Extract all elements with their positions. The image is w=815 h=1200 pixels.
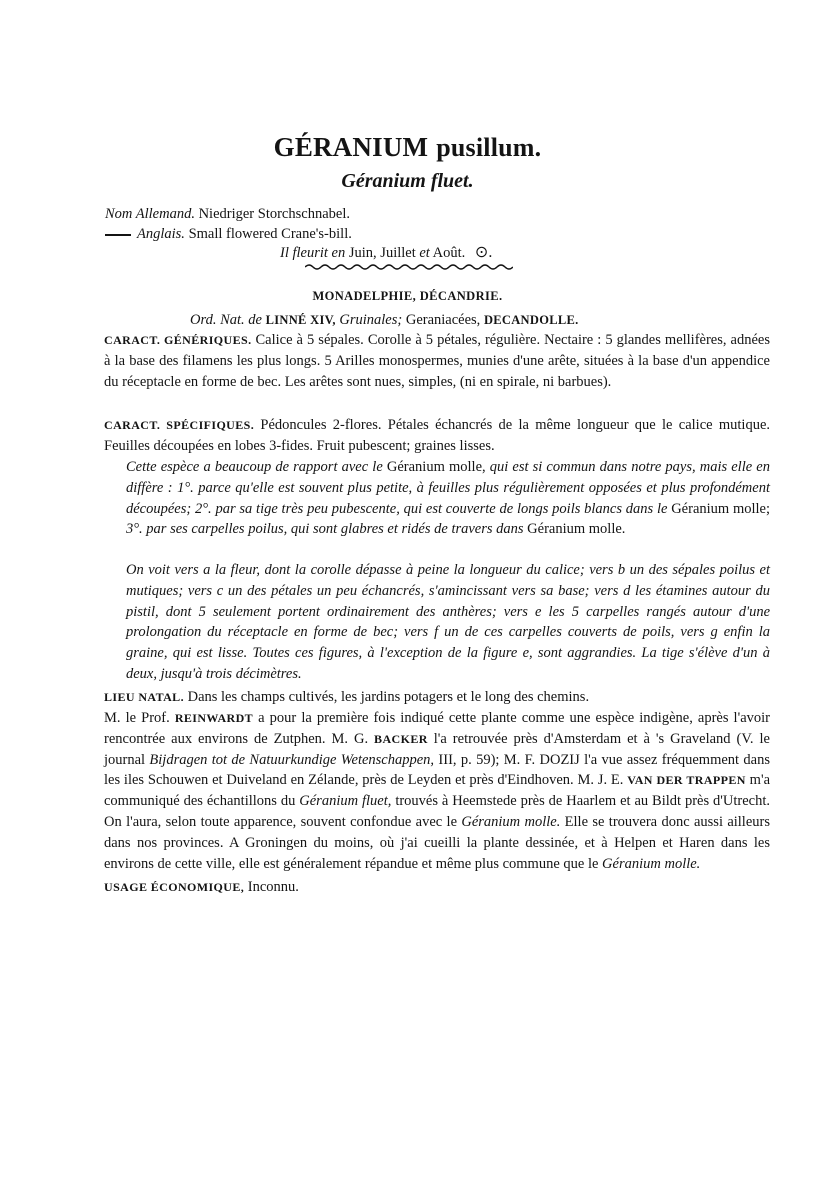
para-trappen: VAN DER TRAPPEN [627, 773, 746, 788]
generic-characters [104, 330, 770, 392]
para-gm1: Géranium molle. [461, 813, 561, 830]
obs1-d: Géranium molle; [671, 500, 771, 517]
observation-comparison [126, 457, 770, 540]
caract-spec-label: CARACT. SPÉCIFIQUES. [104, 418, 255, 432]
common-name-french: Géranium fluet. [341, 170, 474, 192]
obs1-f: Géranium molle. [527, 521, 626, 538]
flowering-period [280, 242, 492, 262]
ord-nat-lead: Ord. Nat. de [190, 312, 262, 328]
para-backer: BACKER [374, 731, 428, 746]
para-p5: m'a communiqué des échantillons du [104, 772, 770, 810]
flowering-label: Il fleurit en [280, 245, 346, 261]
para-gf: Géranium fluet, [299, 793, 392, 810]
lieu-text: Dans les champs cultivés, les jardins potagers et le long des chemins. [187, 689, 590, 705]
para-p3: l'a retrouvée près d'Amsterdam et à 's Graveland (V. le journal [104, 730, 770, 768]
obs1-b: Géranium molle, [386, 459, 486, 475]
observation-figures [126, 560, 770, 685]
native-habitat [104, 687, 770, 708]
english-name-line [105, 224, 352, 244]
para-gm2: Géranium molle. [602, 855, 701, 872]
obs2-text: On voit vers a la fleur, dont la corolle dépasse à peine la longueur du calice; vers b un des sépales poilus et mutiques; vers c un des pétales un peu échancrés, s'amincissant vers sa base; vers d les étamines autour du pistil, dont 5 seulement portent ordinairement des anthères; vers e les 5 carpelles rangés autour d'une prolongation du réceptacle en forme de bec; vers f un de ces carpelles couverts de poils, vers g enfin la graine, qui est lisse. Toutes ces figures, à l'exception de la figure e, sont aggrandies. La tige s'élève d'un à deux, jusqu'à trois décimètres. [126, 562, 770, 682]
lieu-label: LIEU NATAL. [104, 690, 184, 704]
flowering-conj: et [419, 245, 430, 261]
annual-symbol-icon: ⊙. [474, 244, 493, 261]
obs1-e: 3°. par ses carpelles poilus, qui sont glabres et ridés de travers dans [126, 521, 524, 538]
distribution-paragraph [104, 708, 770, 874]
species-name: pusillum. [436, 133, 542, 162]
english-name-label: Anglais. [137, 226, 185, 242]
flowering-months: Juin, Juillet [348, 245, 416, 261]
page-title [0, 132, 815, 163]
german-name-value: Niedriger Storchschnabel. [198, 206, 350, 222]
wavy-divider [305, 262, 513, 272]
specific-characters [104, 415, 770, 457]
german-name-line [105, 204, 352, 224]
english-name-value: Small flowered Crane's-bill. [188, 226, 352, 242]
caract-gen-label: CARACT. GÉNÉRIQUES. [104, 333, 252, 347]
ord-nat-decandolle: DECANDOLLE. [483, 313, 579, 327]
natural-order [190, 312, 579, 329]
ord-nat-linne: LINNÉ XIV, [265, 313, 336, 327]
para-p2: a pour la première fois indiqué cette plante comme une espèce indigène, après l'avoir rencontrée aux environs de Zutphen. M. G. [104, 710, 770, 747]
caract-gen-text: Calice à 5 sépales. Corolle à 5 pétales, régulière. Nectaire : 5 glandes mellifères, adnées à la base des filamens les plus longs. 5 Arilles monospermes, munies d'une arête, situées à la base d'un appendice du réceptacle en forme de bec. Les arêtes sont nues, simples, (ni en spirale, ni barbues). [104, 332, 770, 390]
german-name-label: Nom Allemand. [105, 206, 195, 222]
para-p7: Elle se trouvera donc aussi ailleurs dans nos provinces. A Groningen du moins, où j'ai cueilli la plante dessinée, et à Helpen et Haren dans les environs de cette ville, elle est généralement répandue et même plus commune que le [104, 813, 770, 872]
vernacular-names [105, 204, 352, 244]
para-p4: III, p. 59); M. F. DOZIJ l'a vue assez fréquemment dans les iles Schouwen et Duiveland en Zélande, près de Leyden et près d'Eindhoven. M. J. E. [104, 751, 770, 789]
ord-nat-gruinales: Gruinales; [339, 312, 403, 328]
caract-spec-text: Pédoncules 2-flores. Pétales échancrés de la même longueur que le calice mutique. Feuilles découpées en lobes 3-fides. Fruit pubescent; graines lisses. [104, 417, 771, 454]
usage-label: USAGE ÉCONOMIQUE, [104, 880, 245, 894]
flowering-last-month: Août. [432, 245, 466, 261]
genus-name: GÉRANIUM [273, 132, 429, 162]
economic-use [104, 877, 770, 898]
linnaean-class: MONADELPHIE, DÉCANDRIE. [312, 289, 503, 303]
usage-text: Inconnu. [247, 879, 299, 895]
para-journal: Bijdragen tot de Natuurkundige Wetenschappen, [149, 751, 435, 768]
para-reinwardt: REINWARDT [174, 711, 254, 725]
para-p1: M. le Prof. [104, 710, 170, 726]
ditto-dash [105, 234, 131, 236]
ord-nat-rest: Geraniacées, [405, 312, 481, 328]
obs1-a: Cette espèce a beaucoup de rapport avec le [126, 459, 383, 475]
obs1-c: qui est si commun dans notre pays, mais elle en diffère : 1°. parce qu'elle est souvent plus petite, à feuilles plus régulièrement opposées et plus profondément découpées; 2°. par sa tige très peu pubescente, qui est couverte de longs poils blancs dans le [126, 459, 770, 517]
para-p6: trouvés à Heemstede près de Haarlem et au Bildt près d'Utrecht. On l'aura, selon toute apparence, souvent confondue avec le [104, 793, 771, 830]
